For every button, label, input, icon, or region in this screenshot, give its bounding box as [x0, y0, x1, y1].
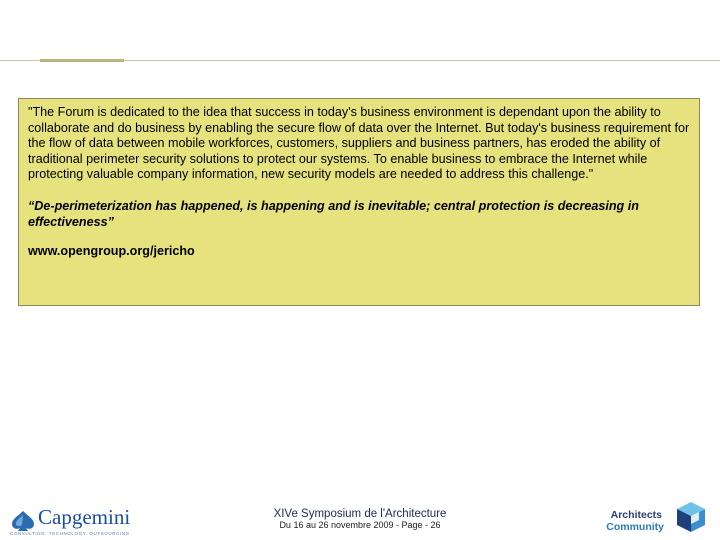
footer-subtitle: Du 16 au 26 novembre 2009 - Page - 26	[279, 520, 441, 530]
architects-cube-icon	[674, 500, 708, 534]
jericho-link[interactable]: www.opengroup.org/jericho	[28, 243, 195, 258]
quote-body: "The Forum is dedicated to the idea that success in today's business environment is dependant upon the ability to collaborate and do business by enabling the secure flow of data over the Internet. But today's business requirement for the flow of data between mobile workforces, customers, suppliers and business partners, has eroded the ability of traditional perimeter security solutions to protect our systems. To enable business to embrace the Internet while protecting valuable company information, new security models are needed to address this challenge."	[28, 105, 690, 182]
header-accent	[40, 59, 124, 62]
architects-community-logo	[594, 506, 714, 536]
quote-box	[18, 98, 700, 306]
footer-title: XIVe Symposium de l'Architecture	[273, 508, 447, 520]
capgemini-wordmark: Capgemini	[38, 505, 131, 529]
community-label: Community	[606, 521, 664, 533]
capgemini-tagline: CONSULTING. TECHNOLOGY. OUTSOURCING	[10, 531, 130, 536]
quote-tagline: “De-perimeterization has happened, is happening and is inevitable; central protection is decreasing in effectiveness”	[28, 198, 639, 229]
architects-label: Architects	[610, 509, 662, 521]
